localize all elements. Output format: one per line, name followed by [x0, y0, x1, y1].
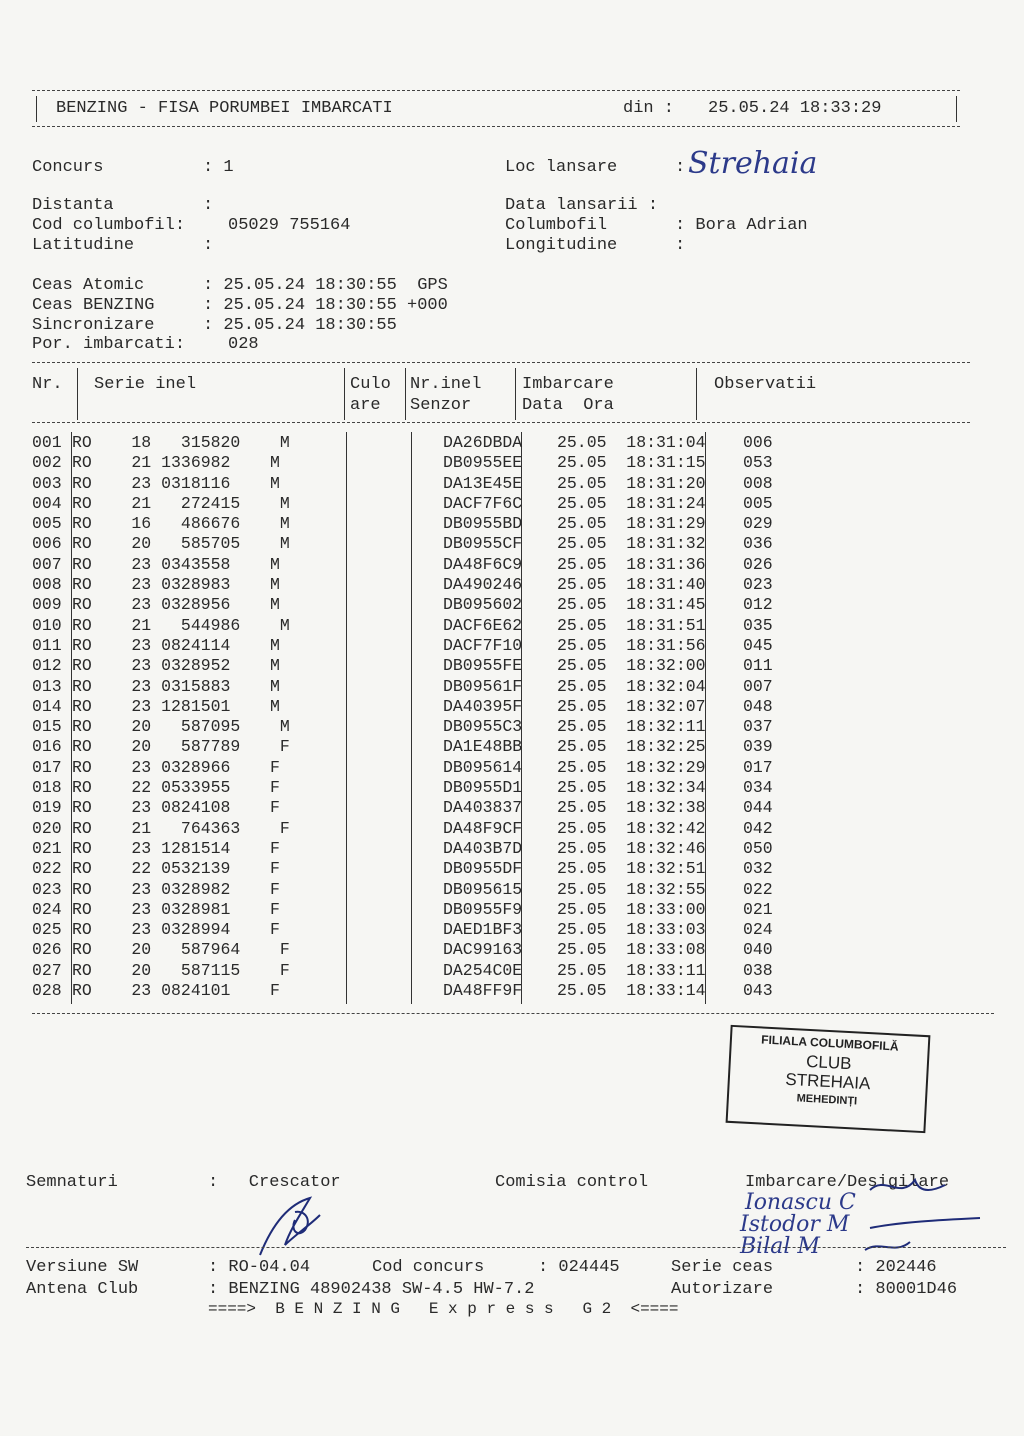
sincronizare-value: : 25.05.24 18:30:55 [203, 316, 397, 335]
versiune-value: : RO-04.04 [208, 1258, 311, 1277]
signature-name-1: Ionascu C [745, 1190, 856, 1215]
row-nr: 005 [32, 514, 62, 534]
row-serie-inel: RO 23 1281501 M [72, 696, 280, 716]
header-bottom-border [32, 126, 960, 127]
row-serie-inel: RO 23 0328983 M [72, 575, 280, 595]
table-row [32, 940, 803, 960]
row-imbarcare: 25.05 18:33:11 [557, 960, 706, 980]
sincronizare-label: Sincronizare [32, 316, 155, 335]
header-observatii: Observatii [714, 375, 817, 394]
row-serie-inel: RO 23 0328966 F [72, 757, 280, 777]
row-serie-inel: RO 23 0328982 F [72, 879, 280, 899]
row-nr-inel-senzor: DA13E45E [443, 473, 523, 493]
document-title: BENZING - FISA PORUMBEI IMBARCATI [56, 99, 393, 118]
row-culoare [377, 677, 439, 697]
row-culoare [377, 433, 439, 453]
row-culoare [377, 575, 439, 595]
row-culoare [377, 758, 439, 778]
por-imbarcati-label: Por. imbarcati: [32, 335, 186, 354]
row-observatii: 008 [743, 473, 773, 493]
row-culoare [377, 859, 439, 879]
row-nr: 008 [32, 575, 62, 595]
row-observatii: 026 [743, 554, 773, 574]
table-top-border [32, 362, 970, 363]
row-imbarcare: 25.05 18:33:08 [557, 940, 706, 960]
row-imbarcare: 25.05 18:32:00 [557, 656, 706, 676]
footer-top-border [26, 1247, 1006, 1248]
crescator-label: : Crescator [208, 1173, 341, 1192]
columbofil-value: : Bora Adrian [675, 216, 808, 235]
row-culoare [377, 961, 439, 981]
row-nr: 019 [32, 798, 62, 818]
row-nr-inel-senzor: DB0955C3 [443, 717, 523, 737]
row-nr-inel-senzor: DA48F9CF [443, 818, 523, 838]
table-row [32, 534, 803, 554]
cod-concurs-value: : 024445 [538, 1258, 620, 1277]
row-observatii: 021 [743, 899, 773, 919]
stamp-line-4: MEHEDINȚI [796, 1092, 858, 1108]
table-row [32, 616, 803, 636]
row-culoare [377, 778, 439, 798]
row-serie-inel: RO 23 0328952 M [72, 656, 280, 676]
row-culoare [377, 656, 439, 676]
signature-name-2: Istodor M [740, 1212, 850, 1237]
table-row [32, 717, 803, 737]
row-nr: 024 [32, 899, 62, 919]
row-nr-inel-senzor: DA403B7D [443, 838, 523, 858]
signature-name-3: Bilal M [740, 1234, 820, 1259]
header-nr-inel-1: Nr.inel [410, 375, 482, 394]
row-nr-inel-senzor: DA48FF9F [443, 981, 523, 1001]
row-observatii: 007 [743, 676, 773, 696]
row-imbarcare: 25.05 18:32:29 [557, 757, 706, 777]
table-row [32, 981, 803, 1001]
row-serie-inel: RO 23 0328994 F [72, 920, 280, 940]
row-nr: 027 [32, 960, 62, 980]
row-serie-inel: RO 16 486676 M [72, 514, 290, 534]
row-observatii: 044 [743, 798, 773, 818]
row-culoare [377, 697, 439, 717]
antena-value: : BENZING 48902438 SW-4.5 HW-7.2 [208, 1280, 535, 1299]
row-nr-inel-senzor: DA490246 [443, 575, 523, 595]
table-row [32, 555, 803, 575]
row-nr-inel-senzor: DA40395F [443, 696, 523, 716]
row-serie-inel: RO 21 764363 F [72, 818, 290, 838]
table-header-bottom-border [32, 422, 970, 423]
row-imbarcare: 25.05 18:32:04 [557, 676, 706, 696]
header-imbarcare-1: Imbarcare [522, 375, 614, 394]
row-serie-inel: RO 23 0824108 F [72, 798, 280, 818]
concurs-label: Concurs [32, 158, 104, 177]
row-nr: 003 [32, 473, 62, 493]
ceas-atomic-value: : 25.05.24 18:30:55 GPS [203, 276, 448, 295]
row-imbarcare: 25.05 18:32:55 [557, 879, 706, 899]
table-row [32, 575, 803, 595]
row-nr: 026 [32, 940, 62, 960]
club-stamp [726, 1025, 931, 1133]
row-culoare [377, 595, 439, 615]
table-row [32, 880, 803, 900]
row-observatii: 035 [743, 615, 773, 635]
row-observatii: 036 [743, 534, 773, 554]
row-serie-inel: RO 23 1281514 F [72, 838, 280, 858]
row-culoare [377, 453, 439, 473]
row-nr-inel-senzor: DB0955D1 [443, 778, 523, 798]
row-nr-inel-senzor: DA48F6C9 [443, 554, 523, 574]
row-serie-inel: RO 23 0315883 M [72, 676, 280, 696]
latitudine-label: Latitudine [32, 236, 135, 255]
row-nr: 016 [32, 737, 62, 757]
row-serie-inel: RO 23 0328956 M [72, 595, 280, 615]
row-nr-inel-senzor: DAC99163 [443, 940, 523, 960]
row-observatii: 050 [743, 838, 773, 858]
date-value: 25.05.24 18:33:29 [708, 99, 882, 118]
row-culoare [377, 534, 439, 554]
row-culoare [377, 798, 439, 818]
row-nr: 013 [32, 676, 62, 696]
header-imbarcare-2: Data Ora [522, 396, 614, 415]
crescator-signature [250, 1190, 330, 1260]
row-observatii: 005 [743, 493, 773, 513]
concurs-value: : 1 [203, 158, 234, 177]
row-observatii: 039 [743, 737, 773, 757]
row-observatii: 048 [743, 696, 773, 716]
row-nr-inel-senzor: DB0955FE [443, 656, 523, 676]
row-imbarcare: 25.05 18:33:14 [557, 981, 706, 1001]
pigeon-table [32, 433, 803, 1001]
col-divider-2 [344, 368, 345, 420]
stamp-line-1: FILIALA COLUMBOFILĂ [760, 1032, 899, 1054]
row-imbarcare: 25.05 18:32:11 [557, 717, 706, 737]
table-row [32, 677, 803, 697]
row-nr: 004 [32, 493, 62, 513]
row-imbarcare: 25.05 18:32:07 [557, 696, 706, 716]
row-nr: 022 [32, 859, 62, 879]
row-imbarcare: 25.05 18:32:34 [557, 778, 706, 798]
row-culoare [377, 880, 439, 900]
row-serie-inel: RO 23 0824101 F [72, 981, 280, 1001]
imbarcare-desigilare-label: Imbarcare/Desigilare [745, 1173, 950, 1192]
row-nr-inel-senzor: DB095602 [443, 595, 523, 615]
row-nr: 023 [32, 879, 62, 899]
table-row [32, 859, 803, 879]
row-observatii: 017 [743, 757, 773, 777]
table-row [32, 595, 803, 615]
stamp-line-2: CLUB [805, 1051, 853, 1074]
row-nr: 028 [32, 981, 62, 1001]
row-culoare [377, 920, 439, 940]
row-serie-inel: RO 21 544986 M [72, 615, 290, 635]
row-nr-inel-senzor: DA254C0E [443, 960, 523, 980]
table-row [32, 636, 803, 656]
row-imbarcare: 25.05 18:31:20 [557, 473, 706, 493]
row-imbarcare: 25.05 18:31:04 [557, 433, 706, 452]
row-nr: 012 [32, 656, 62, 676]
row-observatii: 006 [743, 433, 773, 452]
col-divider-3 [405, 368, 406, 420]
row-serie-inel: RO 23 0318116 M [72, 473, 280, 493]
row-observatii: 032 [743, 859, 773, 879]
row-culoare [377, 717, 439, 737]
table-bottom-border [32, 1013, 994, 1014]
table-row [32, 961, 803, 981]
autorizare-label: Autorizare [671, 1280, 774, 1299]
row-observatii: 040 [743, 940, 773, 960]
table-row [32, 656, 803, 676]
row-culoare [377, 900, 439, 920]
autorizare-value: : 80001D46 [855, 1280, 958, 1299]
table-row [32, 474, 803, 494]
row-nr-inel-senzor: DB0955DF [443, 859, 523, 879]
row-nr-inel-senzor: DA1E48BB [443, 737, 523, 757]
latitudine-value: : [203, 236, 214, 255]
table-row [32, 494, 803, 514]
row-serie-inel: RO 21 1336982 M [72, 453, 280, 473]
header-nr: Nr. [32, 375, 63, 394]
row-nr-inel-senzor: DB0955CF [443, 534, 523, 554]
row-nr: 018 [32, 778, 62, 798]
row-culoare [377, 981, 439, 1001]
header-top-border [32, 90, 960, 91]
row-nr: 009 [32, 595, 62, 615]
date-label: din : [623, 99, 675, 118]
row-nr: 014 [32, 696, 62, 716]
row-serie-inel: RO 20 585705 M [72, 534, 290, 554]
stamp-line-3: STREHAIA [784, 1069, 871, 1094]
row-culoare [377, 474, 439, 494]
row-nr-inel-senzor: DAED1BF3 [443, 920, 523, 940]
row-nr-inel-senzor: DACF7F10 [443, 635, 523, 655]
loc-lansare-handwriting: Strehaia [688, 146, 818, 181]
row-culoare [377, 555, 439, 575]
row-imbarcare: 25.05 18:31:36 [557, 554, 706, 574]
row-imbarcare: 25.05 18:31:24 [557, 493, 706, 513]
row-imbarcare: 25.05 18:33:00 [557, 899, 706, 919]
loc-lansare-label: Loc lansare [505, 158, 618, 177]
longitudine-value: : [675, 236, 686, 255]
distanta-label: Distanta [32, 196, 114, 215]
row-observatii: 022 [743, 879, 773, 899]
row-imbarcare: 25.05 18:33:03 [557, 920, 706, 940]
row-observatii: 029 [743, 514, 773, 534]
row-imbarcare: 25.05 18:32:51 [557, 859, 706, 879]
col-divider-4 [515, 368, 516, 420]
serie-ceas-value: : 202446 [855, 1258, 937, 1277]
row-observatii: 042 [743, 818, 773, 838]
header-left-border [36, 96, 37, 122]
row-observatii: 037 [743, 717, 773, 737]
row-culoare [377, 819, 439, 839]
header-culoare-1: Culo [350, 375, 391, 394]
row-culoare [377, 514, 439, 534]
longitudine-label: Longitudine [505, 236, 618, 255]
row-observatii: 011 [743, 656, 773, 676]
row-nr: 002 [32, 453, 62, 473]
row-culoare [377, 494, 439, 514]
semnaturi-label: Semnaturi [26, 1173, 118, 1192]
versiune-label: Versiune SW [26, 1258, 139, 1277]
row-nr: 011 [32, 635, 62, 655]
table-row [32, 819, 803, 839]
row-observatii: 038 [743, 960, 773, 980]
distanta-value: : [203, 196, 214, 215]
row-imbarcare: 25.05 18:31:29 [557, 514, 706, 534]
row-observatii: 043 [743, 981, 773, 1001]
row-nr: 021 [32, 838, 62, 858]
row-imbarcare: 25.05 18:31:45 [557, 595, 706, 615]
row-serie-inel: RO 20 587789 F [72, 737, 290, 757]
table-row [32, 514, 803, 534]
table-row [32, 798, 803, 818]
row-observatii: 034 [743, 778, 773, 798]
row-serie-inel: RO 20 587115 F [72, 960, 290, 980]
cod-columbofil-value: 05029 755164 [228, 216, 351, 235]
row-imbarcare: 25.05 18:32:42 [557, 818, 706, 838]
row-serie-inel: RO 20 587095 M [72, 717, 290, 737]
row-nr: 006 [32, 534, 62, 554]
serie-ceas-label: Serie ceas [671, 1258, 774, 1277]
row-imbarcare: 25.05 18:31:51 [557, 615, 706, 635]
row-imbarcare: 25.05 18:31:56 [557, 635, 706, 655]
row-culoare [377, 737, 439, 757]
table-row [32, 433, 803, 453]
antena-label: Antena Club [26, 1280, 139, 1299]
header-serie-inel: Serie inel [94, 375, 197, 394]
row-serie-inel: RO 23 0343558 M [72, 554, 280, 574]
header-right-border [956, 96, 957, 122]
row-serie-inel: RO 23 0824114 M [72, 635, 280, 655]
row-imbarcare: 25.05 18:32:25 [557, 737, 706, 757]
row-nr-inel-senzor: DB095614 [443, 757, 523, 777]
comisia-control-label: Comisia control [495, 1173, 649, 1192]
row-nr: 015 [32, 717, 62, 737]
columbofil-label: Columbofil [505, 216, 608, 235]
benzing-express-banner: ====> B E N Z I N G E x p r e s s G 2 <==== [208, 1300, 679, 1318]
col-divider-1 [77, 368, 78, 420]
row-serie-inel: RO 18 315820 M [72, 433, 290, 452]
row-serie-inel: RO 21 272415 M [72, 493, 290, 513]
pigeon-table-body [32, 433, 803, 1001]
ceas-atomic-label: Ceas Atomic [32, 276, 145, 295]
row-observatii: 023 [743, 575, 773, 595]
row-nr-inel-senzor: DB09561F [443, 676, 523, 696]
ceas-benzing-value: : 25.05.24 18:30:55 +000 [203, 296, 448, 315]
row-serie-inel: RO 22 0533955 F [72, 778, 280, 798]
row-observatii: 012 [743, 595, 773, 615]
row-observatii: 053 [743, 453, 773, 473]
row-nr-inel-senzor: DB0955BD [443, 514, 523, 534]
ceas-benzing-label: Ceas BENZING [32, 296, 155, 315]
row-imbarcare: 25.05 18:31:15 [557, 453, 706, 473]
row-nr-inel-senzor: DACF7F6C [443, 493, 523, 513]
table-row [32, 758, 803, 778]
row-nr: 025 [32, 920, 62, 940]
row-serie-inel: RO 23 0328981 F [72, 899, 280, 919]
col-divider-5 [696, 368, 697, 420]
row-imbarcare: 25.05 18:32:46 [557, 838, 706, 858]
loc-lansare-value: : [675, 158, 686, 177]
table-row [32, 839, 803, 859]
row-culoare [377, 616, 439, 636]
table-row [32, 697, 803, 717]
row-nr: 010 [32, 615, 62, 635]
row-imbarcare: 25.05 18:32:38 [557, 798, 706, 818]
cod-concurs-label: Cod concurs [372, 1258, 485, 1277]
row-imbarcare: 25.05 18:31:32 [557, 534, 706, 554]
row-nr: 017 [32, 757, 62, 777]
table-row [32, 737, 803, 757]
table-row [32, 900, 803, 920]
row-nr-inel-senzor: DACF6E62 [443, 615, 523, 635]
table-row [32, 920, 803, 940]
row-imbarcare: 25.05 18:31:40 [557, 575, 706, 595]
row-serie-inel: RO 20 587964 F [72, 940, 290, 960]
row-nr-inel-senzor: DA26DBDA [443, 433, 523, 452]
row-nr-inel-senzor: DA403837 [443, 798, 523, 818]
header-culoare-2: are [350, 396, 381, 415]
row-observatii: 024 [743, 920, 773, 940]
row-serie-inel: RO 22 0532139 F [72, 859, 280, 879]
row-observatii: 045 [743, 635, 773, 655]
data-lansarii-label: Data lansarii : [505, 196, 659, 215]
header-nr-inel-2: Senzor [410, 396, 472, 415]
row-nr: 020 [32, 818, 62, 838]
cod-columbofil-label: Cod columbofil: [32, 216, 186, 235]
row-culoare [377, 839, 439, 859]
row-culoare [377, 636, 439, 656]
por-imbarcati-value: 028 [228, 335, 259, 354]
table-row [32, 453, 803, 473]
table-row [32, 778, 803, 798]
row-culoare [377, 940, 439, 960]
row-nr-inel-senzor: DB0955F9 [443, 899, 523, 919]
row-nr-inel-senzor: DB095615 [443, 879, 523, 899]
row-nr-inel-senzor: DB0955EE [443, 453, 523, 473]
row-nr: 001 [32, 433, 62, 452]
row-nr: 007 [32, 554, 62, 574]
